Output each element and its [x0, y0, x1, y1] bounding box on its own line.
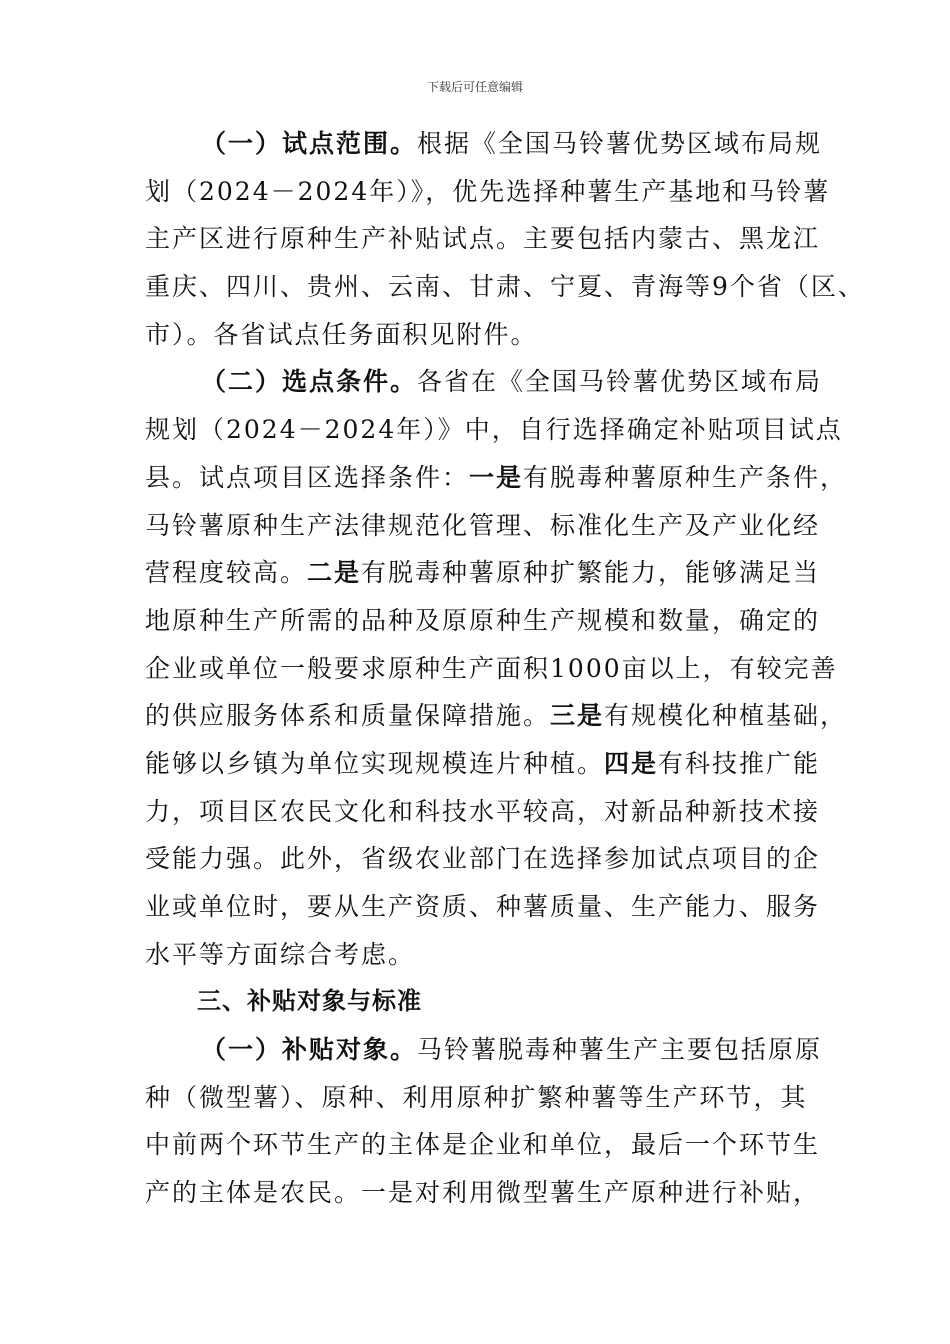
document-body — [145, 120, 865, 1217]
paragraph-pilot-scope — [145, 120, 865, 358]
line-text: 马铃薯脱毒种薯生产主要包括原原 — [417, 1035, 823, 1065]
text-line — [145, 931, 817, 979]
text-line — [145, 1074, 817, 1122]
line-text: 主产区进行原种生产补贴试点。主要包括内蒙古、黑龙江 — [145, 224, 821, 254]
line-text: 各省在《全国马铃薯优势区域布局 — [417, 367, 823, 397]
text-line — [145, 549, 821, 597]
section-label: （二）选点条件。 — [201, 367, 418, 397]
emphasis-label: 二是 — [307, 558, 362, 588]
emphasis-label: 一是 — [469, 462, 524, 492]
line-text: 业或单位时，要从生产资质、种薯质量、生产能力、服务 — [145, 892, 821, 921]
text-line — [145, 454, 848, 502]
line-text: 重庆、四川、贵州、云南、甘肃、宁夏、青海等9个省（区、 — [145, 272, 865, 302]
line-text: 力，项目区农民文化和科技水平较高，对新品种新技术接 — [145, 796, 821, 826]
text-line — [145, 502, 821, 550]
text-line — [145, 1169, 821, 1217]
section-heading: 三、补贴对象与标准 — [197, 987, 422, 1016]
text-line — [145, 740, 821, 788]
text-line — [145, 168, 831, 216]
section-label: （一）试点范围。 — [201, 129, 418, 158]
line-text: 有脱毒种薯原种生产条件， — [523, 462, 848, 492]
text-line — [145, 215, 821, 263]
line-text: 种（微型薯）、原种、利用原种扩繁种薯等生产环节，其 — [145, 1082, 808, 1112]
paragraph-site-conditions — [145, 358, 848, 978]
line-text: 的供应服务体系和质量保障措施。 — [145, 701, 551, 731]
line-text: 马铃薯原种生产法律规范化管理、标准化生产及产业化经 — [145, 510, 821, 540]
text-line — [145, 406, 843, 454]
line-text: 企业或单位一般要求原种生产面积1000亩以上，有较完善 — [145, 653, 838, 683]
line-text: 中前两个环节生产的主体是企业和单位，最后一个环节生 — [145, 1130, 821, 1160]
line-text: 有规模化种植基础， — [604, 701, 848, 731]
line-text: 县。试点项目区选择条件： — [145, 462, 470, 492]
line-text: 有科技推广能 — [658, 748, 821, 778]
text-line — [145, 597, 821, 645]
line-text: 规划（2024－2024年）》中，自行选择确定补贴项目试点 — [145, 415, 843, 445]
line-text: 根据《全国马铃薯优势区域布局规 — [417, 129, 823, 158]
text-line — [145, 788, 821, 836]
line-text: 产的主体是农民。一是对利用微型薯生产原种进行补贴， — [145, 1178, 821, 1208]
text-line — [145, 311, 817, 359]
section-label: （一）补贴对象。 — [201, 1035, 418, 1065]
emphasis-label: 三是 — [550, 701, 605, 731]
paragraph-subsidy-target — [145, 1026, 823, 1217]
text-line — [145, 1121, 821, 1169]
text-line — [145, 835, 821, 883]
line-text: 能够以乡镇为单位实现规模连片种植。 — [145, 748, 605, 778]
text-line — [145, 358, 823, 406]
text-line — [145, 692, 848, 740]
line-text: 地原种生产所需的品种及原原种生产规模和数量，确定的 — [145, 605, 821, 635]
line-text: 受能力强。此外，省级农业部门在选择参加试点项目的企 — [145, 844, 821, 874]
line-text: 划（2024－2024年）》，优先选择种薯生产基地和马铃薯 — [145, 176, 831, 206]
page-header: 下载后可任意编辑 — [426, 80, 523, 94]
text-line — [145, 645, 838, 693]
text-line — [145, 883, 821, 931]
line-text: 营程度较高。 — [145, 558, 308, 588]
line-text: 有脱毒种薯原种扩繁能力，能够满足当 — [361, 558, 821, 588]
text-line — [145, 1026, 823, 1074]
line-text: 水平等方面综合考虑。 — [145, 939, 416, 969]
emphasis-label: 四是 — [604, 748, 659, 778]
line-text: 市）。各省试点任务面积见附件。 — [145, 319, 538, 349]
text-line — [145, 120, 823, 168]
text-line — [145, 263, 865, 311]
